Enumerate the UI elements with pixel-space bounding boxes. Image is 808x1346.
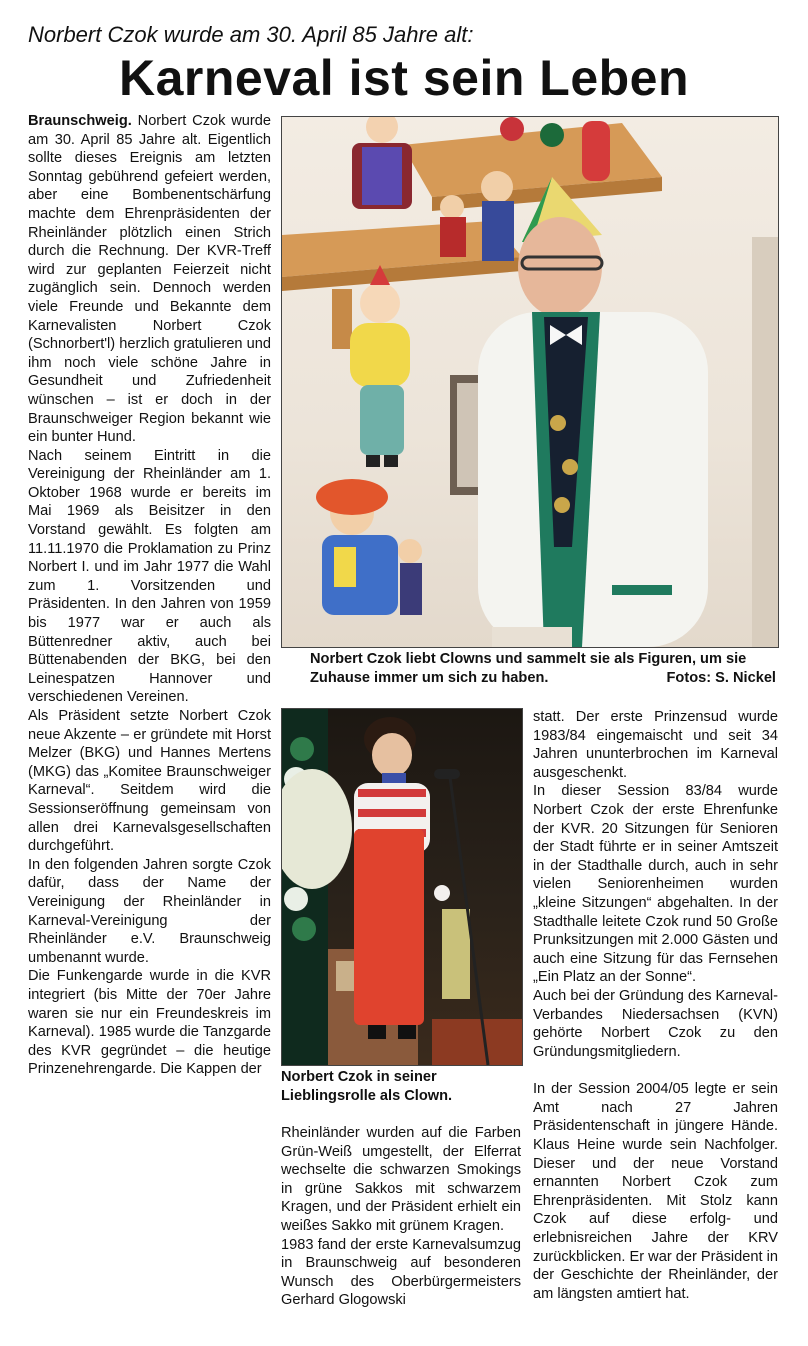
article-column-right [533,708,778,1303]
paragraph: Rheinländer wurden auf die Farben Grün-Weiß umgestellt, der Elferrat wechselte die schwarzen Smokings in grüne Sakkos mit schwarzem Kragen, und der Präsident erhielt ein weißes Sakko mit grünem Kragen. [281,1125,521,1234]
photo-stage-clown [281,708,523,1066]
paragraph: 1983 fand der erste Karnevalsumzug in Braunschweig auf besonderen Wunsch des Oberbürgermeisters Gerhard Glogowski [281,1236,521,1309]
paragraph: In der Session 2004/05 legte er sein Amt nach 27 Jahren Präsidentenschaft in jüngere Hände. Klaus Heine wurde sein Nachfolger. Dieser und der neue Vorstand ernannten Norbert Czok zum Ehrenpräsidenten. Mit Stolz kann Czok auf diese erfolg- und erlebnisreichen Jahre der KRV zurückblicken. Er war der Präsident in der Geschichte der Rheinländer, der am längsten amtiert hat. [533,1081,778,1302]
dateline-city: Braunschweig. [28,113,132,129]
paragraph: Als Präsident setzte Norbert Czok neue Akzente – er gründete mit Horst Melzer (BKG) und Hannes Mertens (MKG) das „Komitee Braunschweiger Karneval“. Seitdem wird die Sessionseröffnung gemeinsam von allen drei Karnevalsgesellschaften durchgeführt. [28,708,271,855]
article-headline: Karneval ist sein Leben [118,50,690,106]
paragraph-text: Norbert Czok wurde am 30. April 85 Jahre alt. Eigentlich sollte dieses Ereignis am letzten Sonntag gebührend gefeiert werden, aber eine Bombenentschärfung machte dem Ehrenpräsidenten der Rheinländer plötzlich einen Strich durch die Rechnung. Der KVR-Treff wird zur geplanten Feierzeit nicht zugänglich sein. Dennoch werden viele Freunde und Bekannte dem Karnevalisten Norbert Czok (Schnorbert'l) herzlich gratulieren und ihm noch viele schöne Jahre in Gesundheit und Zufriedenheit wünschen – ist er doch in der Braunschweiger Region bekannt wie ein bunter Hund. [28,113,271,446]
article-kicker: Norbert Czok wurde am 30. April 85 Jahre alt: [28,22,474,47]
article-column-middle [281,1124,521,1310]
paragraph: Auch bei der Gründung des Karneval-Verbandes Niedersachsen (KVN) gehörte Norbert Czok zu den Gründungsmitgliedern. [533,987,779,1060]
paragraph: In den folgenden Jahren sorgte Czok dafür, dass der Name der Vereinigung der Rheinländer in Karneval-Vereinigung der Rheinländer e.V. Braunschweig umbenannt wurde. [28,856,271,966]
caption-text: Norbert Czok liebt Clowns und sammelt sie als Figuren, um sie Zuhause immer um sich zu haben. [310,651,747,686]
photo-credit: Fotos: S. Nickel [666,669,776,686]
article-column-left [28,112,271,1079]
paragraph [28,112,271,447]
paragraph: In dieser Session 83/84 wurde Norbert Czok der erste Ehrenfunke der KVR. 20 Sitzungen für Senioren der Stadt führte er in seiner Amtszeit in der Stadthalle durch, auch in sehr vielen Seniorenheimen wurden „kleine Sitzungen“ abgehalten. In der Stadthalle leitete Czok rund 50 Große Prunksitzungen mit 2.000 Gästen und auch eine Sitzung für das Fernsehen „Ein Platz an der Sonne“. [533,783,778,986]
clown-shelf-illustration [282,117,778,647]
photo-clown-collection [281,116,779,648]
photo-caption-stage: Norbert Czok in seiner Lieblingsrolle als Clown. [281,1069,453,1104]
paragraph: Nach seinem Eintritt in die Vereinigung der Rheinländer am 1. Oktober 1968 wurde er bereits im Mai 1969 als Beisitzer in den Vorstand gewählt. Es folgten am 11.11.1970 die Proklamation zu Prinz Norbert I. und im Jahr 1977 die Wahl zum 1. Vorsitzenden und Präsidenten. In den Jahren von 1959 bis 1977 war er auch als Büttenredner aktiv, auch bei Büttenabenden der BKG, bei den Leinespatzen Hannover und verschiedenen Vereinen. [28,447,271,706]
photo-caption-main [310,650,776,687]
stage-clown-illustration [282,709,522,1065]
paragraph: statt. Der erste Prinzensud wurde 1983/84 eingemaischt und seit 34 Jahren ununterbrochen im Karneval ausgeschenkt. [533,709,778,781]
paragraph: Die Funkengarde wurde in die KVR integriert (bis Mitte der 70er Jahre waren sie nur ein Freundeskreis im Karneval). 1985 wurde die Tanzgarde des KVR gegründet – die heutige Prinzenehrengarde. Die Kappen der [28,968,271,1078]
